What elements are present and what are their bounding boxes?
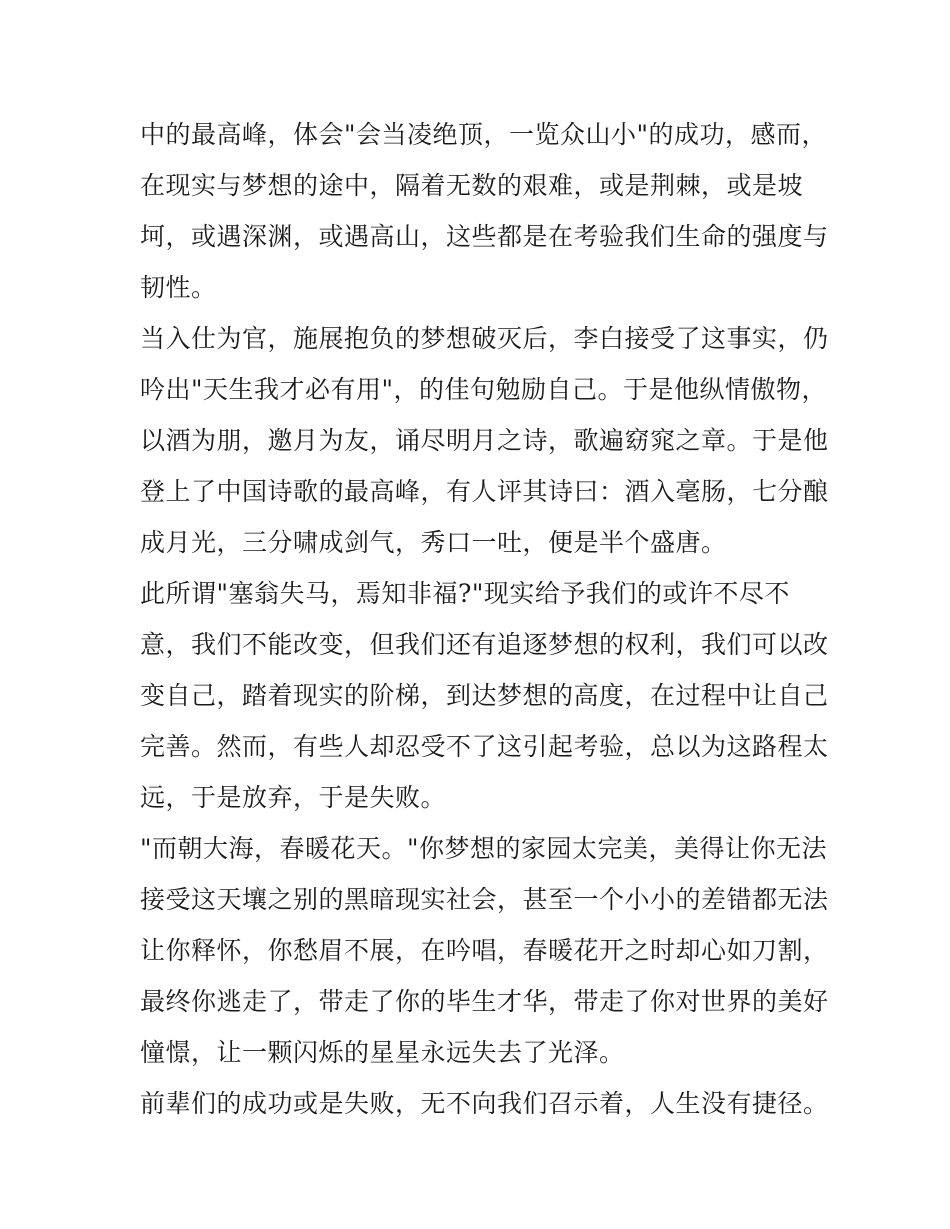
text-line: 坷，或遇深渊，或遇高山，这些都是在考验我们生命的强度与 xyxy=(140,222,829,251)
document-body xyxy=(140,109,829,1129)
text-line: 中的最高峰，体会"会当凌绝顶，一览众山小"的成功，感而， xyxy=(140,120,828,149)
text-line: 让你释怀，你愁眉不展，在吟唱，春暖花开之时却心如刀割， xyxy=(140,936,829,965)
text-line: 成月光，三分啸成剑气，秀口一吐，便是半个盛唐。 xyxy=(140,528,727,557)
text-line: 在现实与梦想的途中，隔着无数的艰难，或是荆棘，或是坡 xyxy=(140,171,804,200)
text-line: 接受这天壤之别的黑暗现实社会，甚至一个小小的差错都无法 xyxy=(140,885,829,914)
text-line: 韧性。 xyxy=(140,273,217,302)
text-line: "而朝大海，春暖花天。"你梦想的家园太完美，美得让你无法 xyxy=(140,834,828,863)
text-line: 远，于是放弃，于是失败。 xyxy=(140,783,447,812)
text-line: 当入仕为官，施展抱负的梦想破灭后，李白接受了这事实，仍 xyxy=(140,324,829,353)
text-line: 此所谓"塞翁失马，焉知非福?"现实给予我们的或许不尽不 xyxy=(140,579,790,608)
text-line: 意，我们不能改变，但我们还有追逐梦想的权利，我们可以改 xyxy=(140,630,829,659)
text-line: 憧憬，让一颗闪烁的星星永远失去了光泽。 xyxy=(140,1038,625,1067)
text-line: 吟出"天生我才必有用"，的佳句勉励自己。于是他纵情傲物， xyxy=(140,375,828,404)
text-line: 最终你逃走了，带走了你的毕生才华，带走了你对世界的美好 xyxy=(140,987,829,1016)
text-line: 以酒为朋，邀月为友，诵尽明月之诗，歌遍窈窕之章。于是他 xyxy=(140,426,829,455)
text-line: 变自己，踏着现实的阶梯，到达梦想的高度，在过程中让自己 xyxy=(140,681,829,710)
text-line: 登上了中国诗歌的最高峰，有人评其诗曰：酒入毫肠，七分酿 xyxy=(140,477,829,506)
text-line: 完善。然而，有些人却忍受不了这引起考验，总以为这路程太 xyxy=(140,732,829,761)
text-line: 前辈们的成功或是失败，无不向我们召示着，人生没有捷径。 xyxy=(140,1089,829,1118)
